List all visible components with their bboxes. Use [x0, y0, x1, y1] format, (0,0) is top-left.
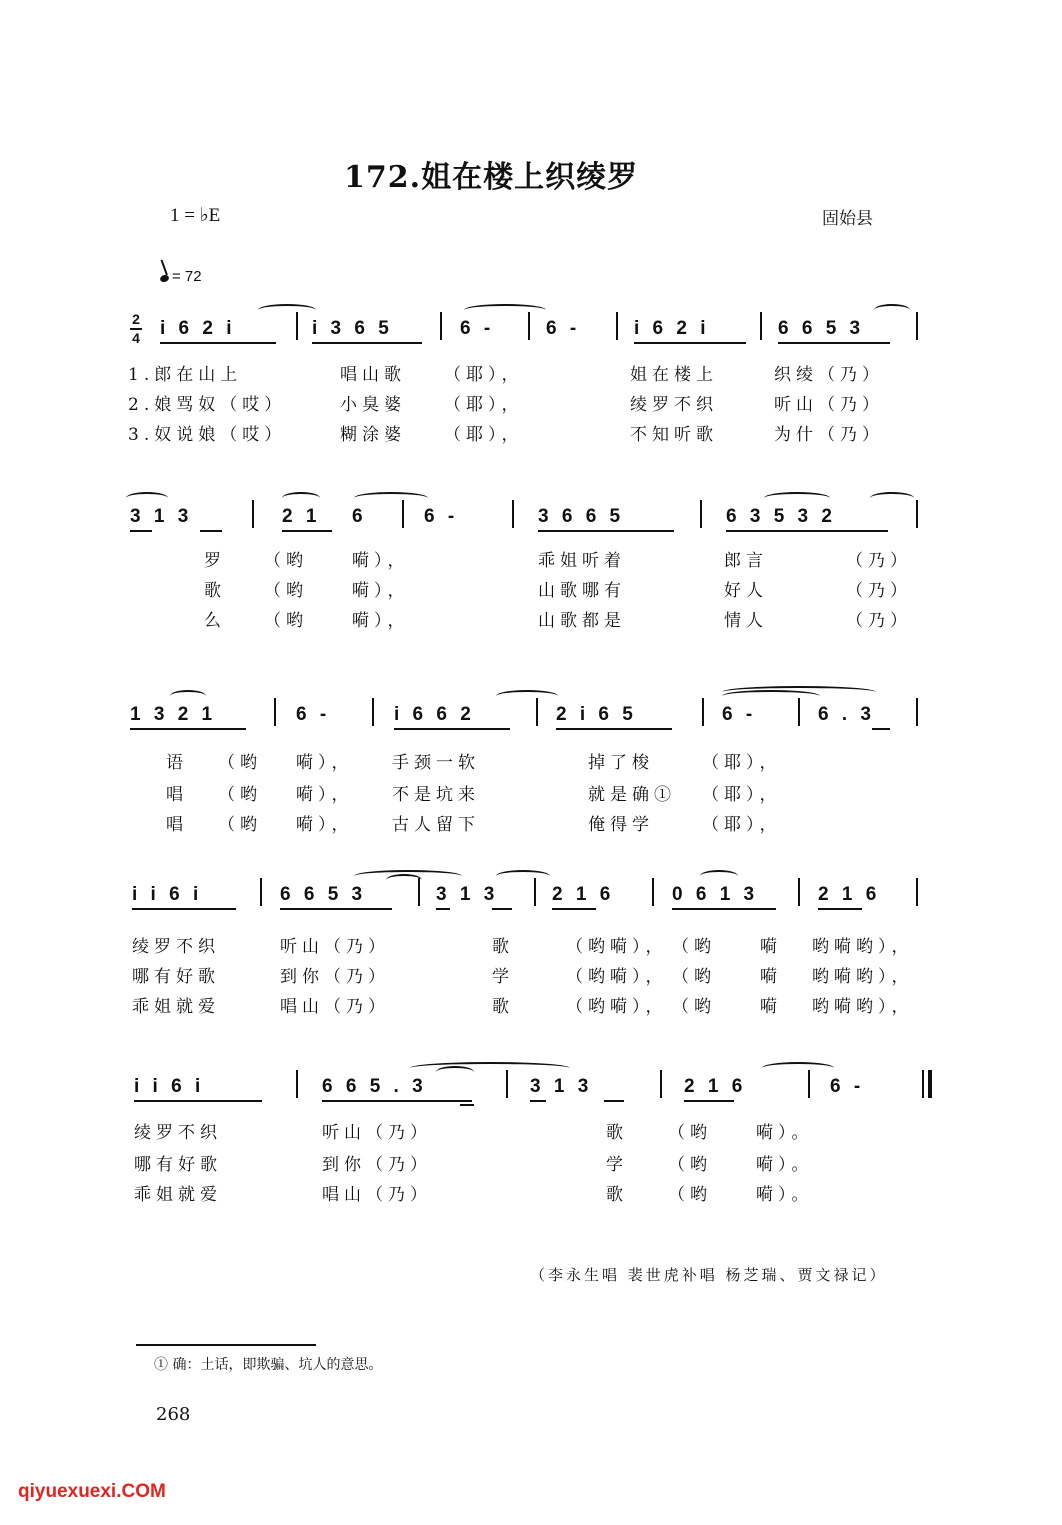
lyric: 嗬: [760, 937, 782, 957]
lyric: 山歌哪有: [538, 581, 626, 601]
lyric: 为什（乃）: [774, 425, 884, 445]
tempo-marking: [160, 268, 202, 285]
lyric: 哪有好歌: [134, 1155, 222, 1175]
barline: [916, 698, 918, 726]
barline: [616, 312, 618, 340]
barline: [798, 878, 800, 906]
lyric: 哪有好歌: [132, 967, 220, 987]
lyric: （哟: [264, 551, 308, 571]
lyric: 嗬）。: [756, 1123, 814, 1143]
tie: [764, 492, 830, 504]
lyric: 嗬），: [352, 611, 410, 631]
measure: 3 6 6 5: [538, 506, 625, 527]
lyric: 唱山歌: [340, 365, 406, 385]
key-signature: 1 = ♭E: [170, 205, 221, 226]
lyric: 绫罗不织: [132, 937, 220, 957]
lyric: 掉了梭: [588, 753, 654, 773]
lyric: （哟: [672, 937, 716, 957]
barline: [798, 698, 800, 726]
lyric: 嗬）。: [756, 1155, 814, 1175]
barline: [372, 698, 374, 726]
barline: [652, 878, 654, 906]
lyric: 1.郎在山上: [128, 365, 243, 385]
lyric: 学: [606, 1155, 628, 1175]
measure: 0 6 1 3: [672, 884, 759, 905]
lyric: 哟嗬哟），: [812, 967, 914, 987]
lyric: 就是确①: [588, 785, 676, 805]
measure: 6 -: [424, 506, 459, 527]
lyric: 嗬），: [296, 815, 354, 835]
score-system-2: [0, 492, 1062, 642]
lyric: 听山（乃）: [774, 395, 884, 415]
lyric: （乃）: [846, 611, 912, 631]
measure: 6 -: [722, 704, 757, 725]
lyric: 糊涂婆: [340, 425, 406, 445]
lyric: 古人留下: [392, 815, 480, 835]
barline: [274, 698, 276, 726]
measure: 6 . 3: [818, 704, 875, 725]
measure: i 6 6 2: [394, 704, 475, 725]
lyric: （哟嗬），: [566, 937, 668, 957]
tie: [436, 1066, 474, 1078]
lyric: 罗: [204, 551, 226, 571]
final-barline: [928, 1070, 932, 1098]
measure: 3 1 3: [530, 1076, 593, 1097]
lyric: 唱: [166, 785, 188, 805]
lyric: 到你（乃）: [280, 967, 390, 987]
page-number: 268: [156, 1404, 191, 1425]
measure: 6 6 5 3: [280, 884, 367, 905]
notation-line: [0, 870, 1062, 916]
lyric: 山歌都是: [538, 611, 626, 631]
song-title: 172.姐在楼上织绫罗: [344, 160, 639, 195]
barline: [440, 312, 442, 340]
lyric: （哟: [218, 753, 262, 773]
lyric: 绫罗不织: [134, 1123, 222, 1143]
lyric: （哟: [672, 997, 716, 1017]
lyric: 听山（乃）: [280, 937, 390, 957]
lyric: 歌: [492, 937, 514, 957]
lyric: 嗬: [760, 967, 782, 987]
lyric: 不是坑来: [392, 785, 480, 805]
tie: [496, 690, 558, 702]
score-system-4: [0, 870, 1062, 1020]
tie: [354, 492, 428, 504]
lyric: 小臭婆: [340, 395, 406, 415]
tie: [386, 874, 422, 886]
lyric: （哟: [264, 581, 308, 601]
lyric: （哟: [218, 815, 262, 835]
lyric: 哟嗬哟），: [812, 937, 914, 957]
lyric: 好人: [724, 581, 768, 601]
barline: [536, 698, 538, 726]
barline: [260, 878, 262, 906]
measure: 6 6 5 3: [778, 318, 865, 339]
lyric: （哟: [668, 1185, 712, 1205]
barline: [808, 1070, 810, 1098]
tie: [464, 304, 546, 316]
score-system-5: [0, 1062, 1062, 1212]
measure: i i 6 i: [132, 884, 203, 905]
site-watermark: qiyuexuexi.COM: [18, 1481, 166, 1502]
measure: 6 -: [296, 704, 331, 725]
lyric: 不知听歌: [630, 425, 718, 445]
lyric: （哟: [668, 1123, 712, 1143]
measure: 2 i 6 5: [556, 704, 637, 725]
measure: 3 1 3: [130, 506, 193, 527]
barline: [760, 312, 762, 340]
barline: [512, 500, 514, 528]
lyric: 手颈一软: [392, 753, 480, 773]
tie: [410, 1062, 570, 1074]
tie: [126, 492, 168, 504]
tie: [874, 304, 910, 316]
quarter-note-icon: [159, 274, 170, 284]
lyric: 俺得学: [588, 815, 654, 835]
lyric: 歌: [492, 997, 514, 1017]
lyric: 嗬），: [352, 551, 410, 571]
lyric: 郎言: [724, 551, 768, 571]
notation-line: [0, 690, 1062, 736]
lyric: 歌: [204, 581, 226, 601]
lyric: 嗬），: [352, 581, 410, 601]
lyric: 情人: [724, 611, 768, 631]
lyric: 唱山（乃）: [322, 1185, 432, 1205]
lyric: 么: [204, 611, 226, 631]
tie: [170, 690, 206, 702]
barline: [916, 500, 918, 528]
lyric: （乃）: [846, 581, 912, 601]
lyric: 嗬）。: [756, 1185, 814, 1205]
score-system-1: [0, 304, 1062, 454]
lyric: 绫罗不织: [630, 395, 718, 415]
tie: [722, 686, 876, 698]
notation-line: [0, 492, 1062, 538]
barline: [296, 1070, 298, 1098]
barline: [296, 312, 298, 340]
tempo-value: = 72: [172, 268, 202, 285]
barline: [252, 500, 254, 528]
measure: 6 6 5 . 3: [322, 1076, 427, 1097]
lyric: （耶），: [444, 365, 524, 385]
lyric: 2.娘骂奴（哎）: [128, 395, 287, 415]
measure: 6: [352, 506, 367, 527]
measure: 6 -: [460, 318, 495, 339]
barline: [660, 1070, 662, 1098]
lyric: 听山（乃）: [322, 1123, 432, 1143]
time-signature: [130, 312, 142, 346]
barline: [528, 312, 530, 340]
lyric: 乖姐就爱: [134, 1185, 222, 1205]
time-sig-bottom: 4: [132, 330, 140, 346]
footnote: ① 确：土话，即欺骗、坑人的意思。: [154, 1357, 383, 1373]
lyric: 嗬），: [296, 753, 354, 773]
credit-line: （李永生唱 裴世虎补唱 杨芝瑞、贾文禄记）: [530, 1266, 888, 1284]
measure: 6 3 5 3 2: [726, 506, 836, 527]
lyric: 语: [166, 753, 188, 773]
tie: [870, 492, 914, 504]
measure: 2 1 6: [552, 884, 615, 905]
lyric: 唱山（乃）: [280, 997, 390, 1017]
barline: [702, 698, 704, 726]
lyric: （耶），: [444, 395, 524, 415]
lyric: （哟: [668, 1155, 712, 1175]
lyric: 姐在楼上: [630, 365, 718, 385]
measure: 2 1: [282, 506, 321, 527]
barline: [402, 500, 404, 528]
lyric: 嗬: [760, 997, 782, 1017]
measure: 6 -: [546, 318, 581, 339]
lyric: 学: [492, 967, 514, 987]
region-label: 固始县: [822, 209, 873, 229]
lyric: （乃）: [846, 551, 912, 571]
lyric: 3.奴说娘（哎）: [128, 425, 287, 445]
barline: [922, 1070, 924, 1098]
notation-line: [0, 304, 1062, 350]
lyric: （哟嗬），: [566, 997, 668, 1017]
measure: i i 6 i: [134, 1076, 205, 1097]
lyric: 歌: [606, 1185, 628, 1205]
lyric: （哟: [218, 785, 262, 805]
lyric: 嗬），: [296, 785, 354, 805]
measure: 2 1 6: [818, 884, 881, 905]
notation-line: [0, 1062, 1062, 1108]
barline: [916, 312, 918, 340]
lyric: 乖姐听着: [538, 551, 626, 571]
measure: i 6 2 i: [634, 318, 710, 339]
measure: 1 3 2 1: [130, 704, 217, 725]
barline: [506, 1070, 508, 1098]
footnote-divider: [136, 1344, 316, 1346]
barline: [916, 878, 918, 906]
lyric: 到你（乃）: [322, 1155, 432, 1175]
lyric: （耶），: [702, 785, 782, 805]
time-sig-top: 2: [132, 311, 140, 327]
tie: [282, 492, 320, 504]
lyric: （哟: [672, 967, 716, 987]
tie: [700, 870, 738, 882]
lyric: （哟嗬），: [566, 967, 668, 987]
tie: [258, 304, 316, 316]
tie: [496, 870, 550, 882]
tie: [762, 1062, 834, 1074]
lyric: 唱: [166, 815, 188, 835]
measure: 3 1 3: [436, 884, 499, 905]
lyric: （哟: [264, 611, 308, 631]
lyric: 乖姐就爱: [132, 997, 220, 1017]
lyric: 织绫（乃）: [774, 365, 884, 385]
lyric: （耶），: [702, 815, 782, 835]
score-system-3: [0, 690, 1062, 840]
lyric: （耶），: [702, 753, 782, 773]
barline: [700, 500, 702, 528]
lyric: （耶），: [444, 425, 524, 445]
lyric: 哟嗬哟），: [812, 997, 914, 1017]
lyric: 歌: [606, 1123, 628, 1143]
measure: 2 1 6: [684, 1076, 747, 1097]
measure: i 3 6 5: [312, 318, 393, 339]
measure: 6 -: [830, 1076, 865, 1097]
measure: i 6 2 i: [160, 318, 236, 339]
barline: [534, 878, 536, 906]
barline: [418, 878, 420, 906]
